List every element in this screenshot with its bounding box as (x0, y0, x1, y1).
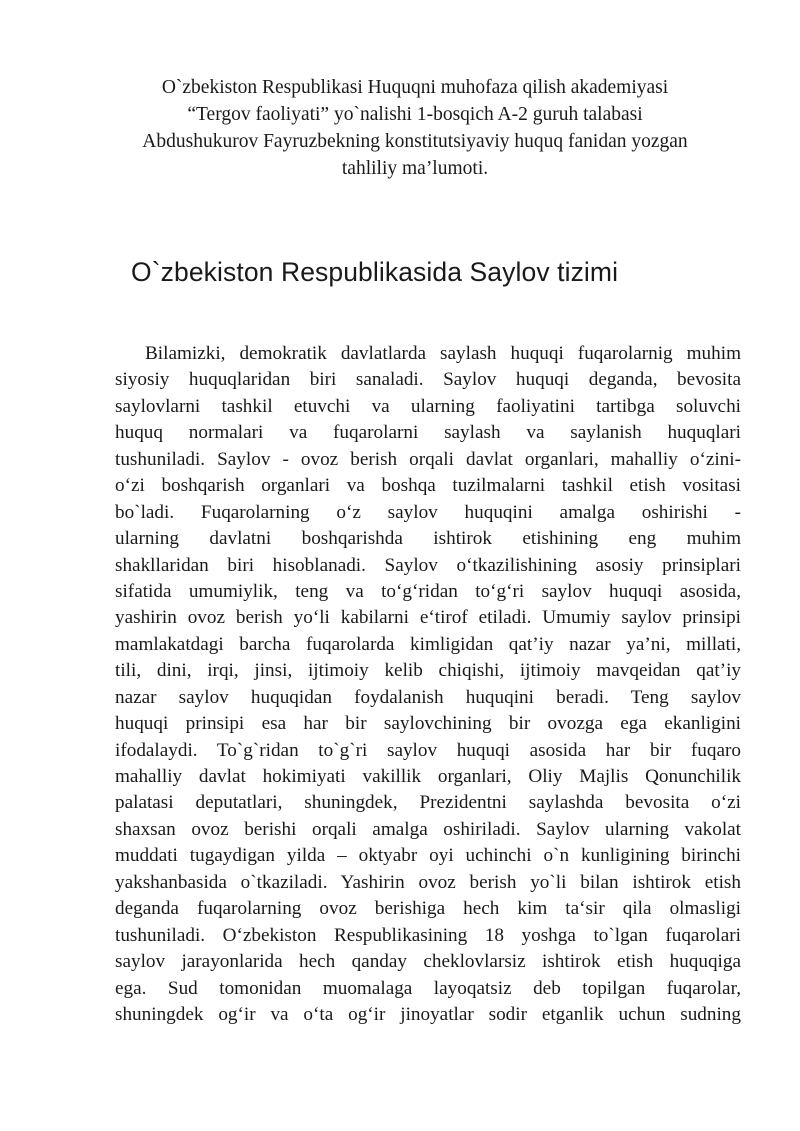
paragraph-line: saylov jarayonlarida hech qanday cheklovlarsiz ishtirok etish huquqiga (115, 951, 741, 973)
header-line: “Tergov faoliyati” yo`nalishi 1-bosqich A-2 guruh talabasi (187, 104, 643, 125)
paragraph-line: huquq normalari va fuqarolarni saylash va saylanish huquqlari (115, 422, 741, 444)
paragraph-line: shuningdek og‘ir va o‘ta og‘ir jinoyatlar sodir etganlik uchun sudning (115, 1003, 741, 1025)
paragraph-line: o‘zi boshqarish organlari va boshqa tuzilmalarni tashkil etish vositasi (115, 475, 741, 497)
header-line: Abdushukurov Fayruzbekning konstitutsiyaviy huquq fanidan yozgan (142, 131, 688, 152)
document-header (100, 74, 730, 182)
paragraph-line: siyosiy huquqlaridan biri sanaladi. Saylov huquqi deganda, bevosita (115, 369, 741, 391)
paragraph-line: Bilamizki, demokratik davlatlarda saylash huquqi fuqarolarnig muhim (145, 343, 741, 364)
paragraph-line: sifatida umumiylik, teng va to‘g‘ridan to‘g‘ri saylov huquqi asosida, (115, 580, 741, 602)
paragraph-line: ifodalaydi. To`g`ridan to`g`ri saylov huquqi asosida har bir fuqaro (115, 739, 741, 761)
paragraph-line: tili, dini, irqi, jinsi, ijtimoiy kelib chiqishi, ijtimoiy mavqeidan qat’iy (115, 660, 741, 682)
paragraph-line: mahalliy davlat hokimiyati vakillik organlari, Oliy Majlis Qonunchilik (115, 766, 741, 787)
paragraph-line: deganda fuqarolarning ovoz berishiga hech kim ta‘sir qila olmasligi (115, 898, 741, 920)
header-line: O`zbekiston Respublikasi Huquqni muhofaza qilish akademiyasi (161, 77, 669, 98)
paragraph-line: muddati tugaydigan yilda – oktyabr oyi uchinchi o`n kunligining birinchi (115, 845, 741, 867)
paragraph-line: mamlakatdagi barcha fuqarolarda kimligidan qat’iy nazar ya’ni, millati, (115, 633, 741, 655)
paragraph-line: ularning davlatni boshqarishda ishtirok etishining eng muhim (115, 528, 741, 550)
paragraph-line: ega. Sud tomonidan muomalaga layoqatsiz deb topilgan fuqarolar, (115, 977, 741, 999)
document-title: O`zbekiston Respublikasida Saylov tizimi (131, 257, 619, 287)
paragraph-line: nazar saylov huquqidan foydalanish huquqini beradi. Teng saylov (115, 686, 741, 708)
body-paragraph (115, 341, 741, 1028)
paragraph-line: huquqi prinsipi esa har bir saylovchining bir ovozga ega ekanligini (115, 713, 741, 735)
paragraph-line: yashirin ovoz berish yo‘li kabilarni e‘tirof etiladi. Umumiy saylov prinsipi (115, 607, 741, 629)
paragraph-line: shakllaridan biri hisoblanadi. Saylov o‘tkazilishining asosiy prinsiplari (115, 554, 741, 576)
header-line: tahliliy ma’lumoti. (341, 158, 489, 179)
paragraph-line: tushuniladi. Saylov - ovoz berish orqali davlat organlari, mahalliy o‘zini- (115, 448, 741, 470)
paragraph-line: bo`ladi. Fuqarolarning o‘z saylov huquqini amalga oshirishi - (115, 501, 741, 523)
paragraph-line: saylovlarni tashkil etuvchi va ularning faoliyatini tartibga soluvchi (115, 395, 741, 417)
paragraph-line: tushuniladi. O‘zbekiston Respublikasining 18 yoshga to`lgan fuqarolari (115, 924, 741, 946)
paragraph-line: palatasi deputatlari, shuningdek, Prezidentni saylashda bevosita o‘zi (115, 792, 741, 814)
paragraph-line: shaxsan ovoz berishi orqali amalga oshiriladi. Saylov ularning vakolat (115, 818, 741, 840)
paragraph-line: yakshanbasida o`tkaziladi. Yashirin ovoz berish yo`li bilan ishtirok etish (115, 871, 741, 893)
